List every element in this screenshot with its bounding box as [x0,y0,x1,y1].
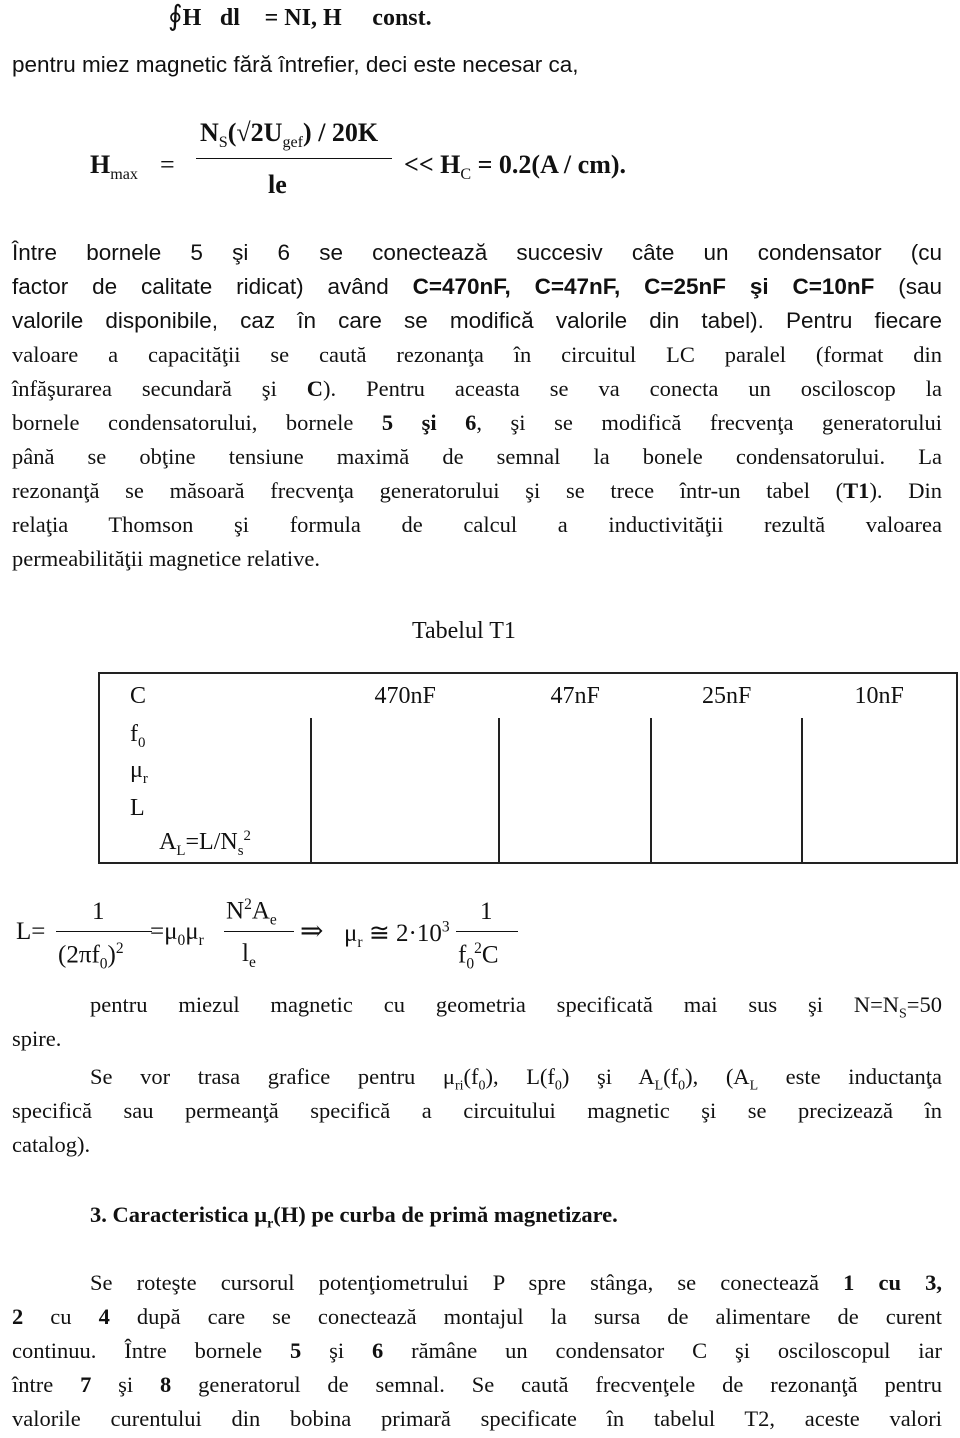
table-cell [651,826,803,863]
p1-line-1: Între bornele 5 şi 6 se conectează succesiv câte un condensator (cu [12,240,942,265]
table-row [99,790,957,826]
p1-line-6: bornele condensatorului, bornele 5 şi 6, şi se modifică frecvenţa generatorului [12,410,942,435]
table-cell [802,754,957,790]
hmax-numerator: $N_S(√2U_{gef}) / 20K$ [200,118,379,152]
formula-den-2: $l_e$ [242,940,256,971]
table-cell [311,826,499,863]
section-heading-3: 3. Caracteristica $\mu_r(H)$ pe curba de primă magnetizare. [90,1202,618,1232]
p3-line-3: catalog). [12,1132,91,1157]
table-cell [499,826,651,863]
formula-one-2: 1 [480,898,493,925]
table-row [99,754,957,790]
p4-line-5: valorile curentului din bobina primară specificate în tabelul T2, aceste valori [12,1406,942,1431]
p1-line-3: valorile disponibile, caz în care se modifică valorile din tabel). Pentru fiecare [12,308,942,333]
formula-mur-approx: $\mu_r$ ≅ $2\cdot 10^3$ [344,918,450,951]
table-cell [651,790,803,826]
row-label-f0: $f_0$ [99,718,311,754]
table-cell: 25nF [651,673,803,718]
row-label-al: $A_L=L/N_s^2$ [99,826,311,863]
p4-line-1: Se roteşte cursorul potenţiometrului P spre stânga, se conectează 1 cu 3, [90,1270,942,1295]
row-label-l: L [99,790,311,826]
p1-line-9: relaţia Thomson şi formula de calcul a inductivităţii rezultă valoarea [12,512,942,537]
p4-line-4: între 7 şi 8 generatorul de semnal. Se caută frecvenţele de rezonanţă pentru [12,1372,942,1397]
row-label-c: C [99,673,311,718]
hmax-rhs: << $H_C = 0.2(A / cm)$. [404,150,627,184]
p2-line-1: pentru miezul magnetic cu geometria specificată mai sus şi $N=N_S=50$ [90,992,942,1022]
p1-line-7: până se obţine tensiune maximă de semnal la bonele condensatorului. La [12,444,942,469]
h-dl-term: H⃗dl⃗ [182,5,259,31]
formula-bar-3 [456,931,518,932]
hmax-fraction-bar [196,158,392,159]
hmax-equals: = [160,150,175,179]
p1-line-10: permeabilităţii magnetice relative. [12,546,320,571]
table-row [99,673,957,718]
p2-line-2: spire. [12,1026,62,1051]
intro-line: pentru miez magnetic fără întrefier, deci este necesar ca, [12,52,579,77]
table-cell [802,718,957,754]
table-cell: 470nF [311,673,499,718]
p3-line-2: specifică sau permeanţă specifică a circuitului magnetic şi se precizează în [12,1098,942,1123]
p1-line-5: înfăşurarea secundară şi C). Pentru aceasta se va conecta un osciloscop la [12,376,942,401]
p1-line-4: valoare a capacităţii se caută rezonanţa în circuitul LC paralel (format din [12,342,942,367]
p1-line-2: factor de calitate ridicat) având C=470nF, C=47nF, C=25nF şi C=10nF (sau [12,274,942,299]
table-row [99,826,957,863]
table-cell [651,718,803,754]
p4-line-3: continuu. Între bornele 5 şi 6 rămâne un condensator C şi osciloscopul iar [12,1338,942,1363]
table-cell: 10nF [802,673,957,718]
hmax-denominator: le [268,170,287,199]
table-row [99,718,957,754]
table-cell [499,754,651,790]
formula-num-2: $N^2A_e$ [226,896,277,929]
formula-one: 1 [92,898,105,925]
table-cell: 47nF [499,673,651,718]
top-equation [168,2,432,33]
formula-mu0-mur: $=\mu_0\mu_r$ [150,918,204,949]
formula-den-3: $f_0^2C$ [458,940,499,973]
p3-line-1: Se vor trasa grafice pentru $\mu_{ri}(f_0)$, $L(f_0)$ şi $A_L(f_0)$, ($A_L$ este inductanţa [90,1064,942,1094]
table-cell [311,718,499,754]
formula-bar-1 [56,931,152,932]
table-t1 [98,672,958,864]
table-caption: Tabelul T1 [412,618,516,644]
formula-den-1: $(2\pi f_0)^2$ [58,940,124,973]
table-cell [311,754,499,790]
implies-arrow-icon: ⇒ [300,916,324,947]
top-eq-rhs: = NI, H ≅ const. [258,5,432,31]
table-cell [802,790,957,826]
table-cell [802,826,957,863]
formula-l-eq: L= [16,918,46,945]
hmax-lhs: $H_{max}$ [90,150,138,184]
table-cell [311,790,499,826]
table-cell [499,790,651,826]
formula-bar-2 [224,931,294,932]
p1-line-8: rezonanţă se măsoară frecvenţa generatorului şi se trece într-un tabel (T1). Din [12,478,942,503]
integral-sign: ∮ [168,1,183,32]
row-label-mur: $\mu_r$ [99,754,311,790]
p4-line-2: 2 cu 4 după care se conectează montajul la sursa de alimentare de curent [12,1304,942,1329]
table-cell [499,718,651,754]
table-cell [651,754,803,790]
